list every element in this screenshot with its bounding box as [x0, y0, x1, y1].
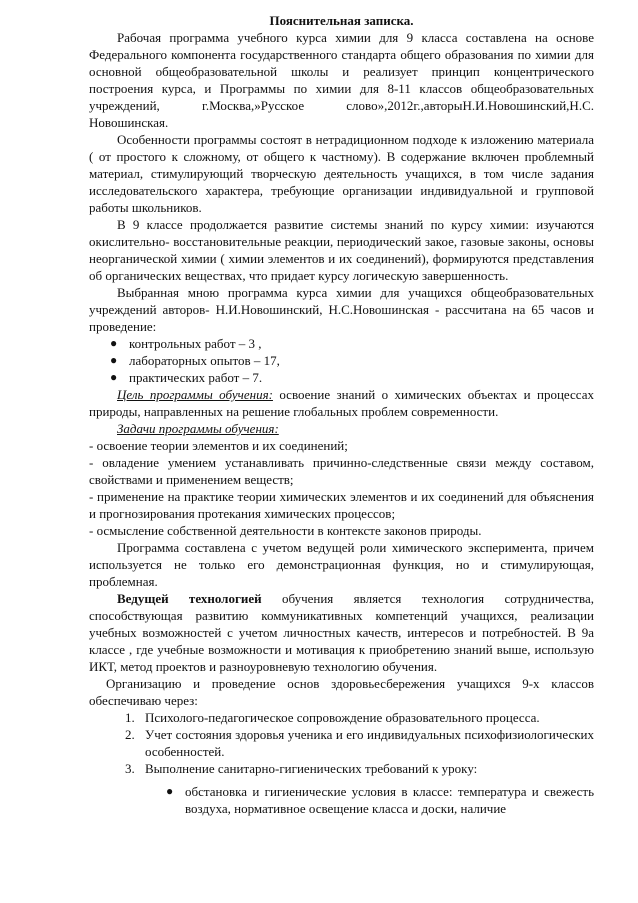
paragraph-goal [89, 386, 594, 420]
requirements-list [89, 783, 594, 817]
task-item: - осмысление собственной деятельности в контексте законов природы. [89, 523, 482, 538]
tasks-label: Задачи программы обучения: [117, 421, 279, 436]
paragraph-grade9: В 9 классе продолжается развитие системы знаний по курсу химии: изучаются окислительно- восстановительные реакции, периодический закое, газовые законы, основы неорганической химии ( химии элементов и их соединений), формируются представления об органических веществах, что придает курсу логическую завершенность. [89, 217, 594, 283]
hours-list [89, 335, 594, 386]
paragraph-program: Выбранная мною программа курса химии для учащихся общеобразовательных учреждений авторов- Н.И.Новошинский, Н.С.Новошинская - рассчитана на 65 часов и проведение: [89, 285, 594, 334]
list-item: 1. Психолого-педагогическое сопровождение образовательного процесса. [125, 710, 540, 725]
document-title: Пояснительная записка. [269, 13, 414, 28]
goal-label: Цель программы обучения: [117, 387, 273, 402]
bullet-icon: ● [110, 353, 118, 367]
list-item: ● практических работ – 7. [110, 370, 263, 385]
list-item: 2. Учет состояния здоровья ученика и его индивидуальных психофизиологических особенностей. [125, 727, 594, 759]
bullet-icon: ● [110, 336, 118, 350]
paragraph-intro: Рабочая программа учебного курса химии для 9 класса составлена на основе Федерального компонента государственного стандарта общего образования по химии для основной общеобразовательной школы и реализует принцип концентрического построения курса, и Программы по химии для 8-11 классов общеобразовательных учреждений, г.Москва,»Русское слово»,2012г.,авторыН.И.Новошинский,Н.С. Новошинская. [89, 30, 594, 130]
tech-label: Ведущей технологией [117, 591, 262, 606]
goal-text: освоение знаний о химических объектах и процессах природы, направленных на решение глобальных проблем современности. [89, 387, 594, 419]
list-item: 3. Выполнение санитарно-гигиенических требований к уроку: [125, 761, 478, 776]
health-list [89, 709, 594, 777]
list-item: ● лабораторных опытов – 17, [110, 353, 280, 368]
bullet-icon: ● [166, 784, 174, 798]
task-item: - освоение теории элементов и их соединений; [89, 438, 348, 453]
paragraph-health: Организацию и проведение основ здоровьесбережения учащихся 9-х классов обеспечиваю через: [89, 676, 594, 708]
task-item: - овладение умением устанавливать причинно-следственные связи между составом, свойствами и применением веществ; [89, 455, 594, 487]
paragraph-experiment: Программа составлена с учетом ведущей роли химического эксперимента, причем используется не только его демонстрационная функция, но и стимулирующая, проблемная. [89, 540, 594, 589]
tech-text: обучения является технология сотрудничества, способствующая развитию коммуникативных компетенций учащихся, реализации учебных возможностей с учетом личностных качеств, интересов и потребностей. В 9а классе , где учебные возможности и мотивация к приобретению знаний выше, использую ИКТ, метод проектов и разноуровневую технологию обучения. [89, 591, 594, 674]
bullet-icon: ● [110, 370, 118, 384]
task-item: - применение на практике теории химических элементов и их соединений для объяснения и прогнозирования протекания химических процессов; [89, 489, 594, 521]
list-item: ● обстановка и гигиенические условия в классе: температура и свежесть воздуха, нормативное освещение класса и доски, наличие [166, 784, 594, 816]
paragraph-features: Особенности программы состоят в нетрадиционном подходе к изложению материала ( от простого к сложному, от общего к частному). В содержание включен проблемный материал, стимулирующий творческую деятельность учащихся, в том числе задания исследовательского характера, требующие организации индивидуальной и групповой работы школьников. [89, 132, 594, 215]
list-item: ● контрольных работ – 3 , [110, 336, 262, 351]
tasks-heading [89, 420, 594, 437]
paragraph-technology [89, 590, 594, 675]
